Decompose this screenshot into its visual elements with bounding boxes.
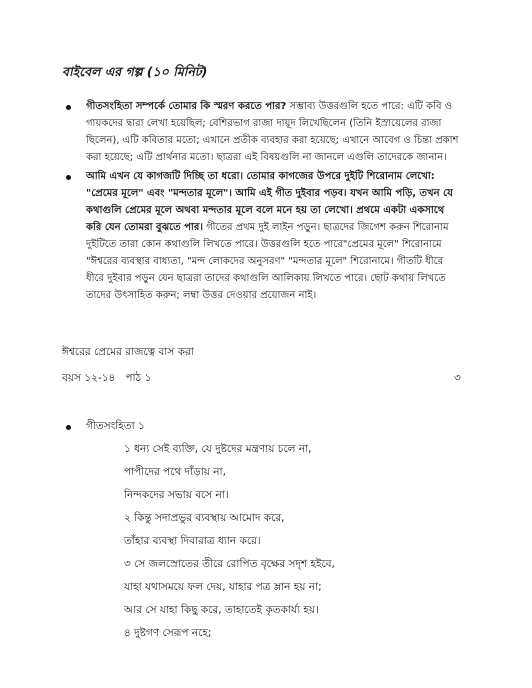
bullet-2-normal: গীতের প্রথম দুই লাইন পড়ুন। ছাত্রদের জিগেশ করুন শিরোনাম দুইটিতে তারা কোন কথাগুলি লিখতে পারে। উত্তরগুলি হতে পারে"প্রেমের মূলে" শিরোনামে "ঈশ্বরের ব্যবস্থার বাধ্যতা, "মন্দ লোকদের অনুসরণ" "মন্দতার মূলে" শিরোনামে। গীতটি ধীরে ধীরে দুইবার পড়ুন যেন ছাত্ররা তাদের কথাগুলি আলিকায় লিখতে পারে। ছোট কথায় লিখতে তাদের উৎসাহিত করুন; লম্বা উত্তর দেওয়ার প্রয়োজন নাই। [86,222,449,301]
bullet-item-3 [62,418,462,435]
section-heading: বাইবেল এর গল্প (১০ মিনিট) [62,64,208,79]
bullet-item-1 [62,98,462,166]
psalm-line: ১ ধন্য সেই ব্যক্তি, যে দুষ্টদের মন্ত্রণায় চলে না, [124,443,312,455]
section-title: ঈশ্বরের প্রেমের রাজত্বে বাস করা [62,346,194,358]
bullet-icon [66,175,71,180]
bullet-icon [66,105,71,110]
page-number: ৩ [454,372,461,384]
psalm-line: তাঁহার ব্যবস্থা দিবারাত্র ধ্যান করে। [124,535,261,547]
psalm-line: ৪ দুষ্টগণ সেরূপ নহে; [124,627,212,639]
bullet-icon [66,425,71,430]
bullet-1-normal: সম্ভাব্য উত্তরগুলি হতে পারে: এটি কবি ও গায়কদের দ্বারা লেখা হয়েছিল; বেশিরভাগ রাজা দায়ূদ লিখেছিলেন (তিনি ইস্রায়েলের রাজা ছিলেন), এটি কবিতার মতো; এখানে প্রতীক ব্যবহার করা হয়েছে; এখানে আবেগ ও চিন্তা প্রকাশ করা হয়েছে; এটি প্রার্থনার মতো। ছাত্ররা এই বিষয়গুলি না জানলে এগুলি তাদেরকে জানান। [86,101,459,163]
age-lesson-label: বয়স ১২-১৪ পাঠ ১ [62,372,152,384]
psalm-line: পাপীদের পথে দাঁড়ায় না, [124,466,226,478]
psalm-line: নিন্দকদের সভায় বসে না। [124,489,229,501]
bullet-text-3: গীতসংহিতা ১ [86,420,145,432]
psalm-line: ২ কিন্তু সদাপ্রভুর ব্যবস্থায় আমোদ করে, [124,512,285,524]
bullet-2-bold: আমি এখন যে কাগজটি দিচ্ছি তা ধরো। তোমার কাগজের উপরে দুইটি শিরোনাম লেখো: "প্রেমের মূলে" এবং "মন্দতার মূলে"। আমি এই গীত দুইবার পড়ব। যখন আমি পড়ি, তখন যে কথাগুলি প্রেমের মূলে অথবা মন্দতার মূলে বলে মনে হয় তা লেখো। প্রথমে একটা একসাথে করি যেন তোমরা বুঝতে পার। [86,171,453,233]
psalm-line: আর সে যাহা কিছু করে, তাহাতেই কৃতকার্য্য হয়। [124,604,319,616]
psalm-line: ৩ সে জলস্রোতের তীরে রোপিত বৃক্ষের সদৃশ হইবে, [124,558,335,570]
bullet-text-1 [86,98,462,166]
psalm-line: যাহা যথাসময়ে ফল দেয়, যাহার পত্র ম্লান হয় না; [124,581,322,593]
bullet-text-2 [86,168,462,304]
bullet-1-bold: গীতসংহিতা সম্পর্কে তোমার কি স্মরণ করতে পার? [86,101,287,112]
bullet-item-2 [62,168,462,304]
